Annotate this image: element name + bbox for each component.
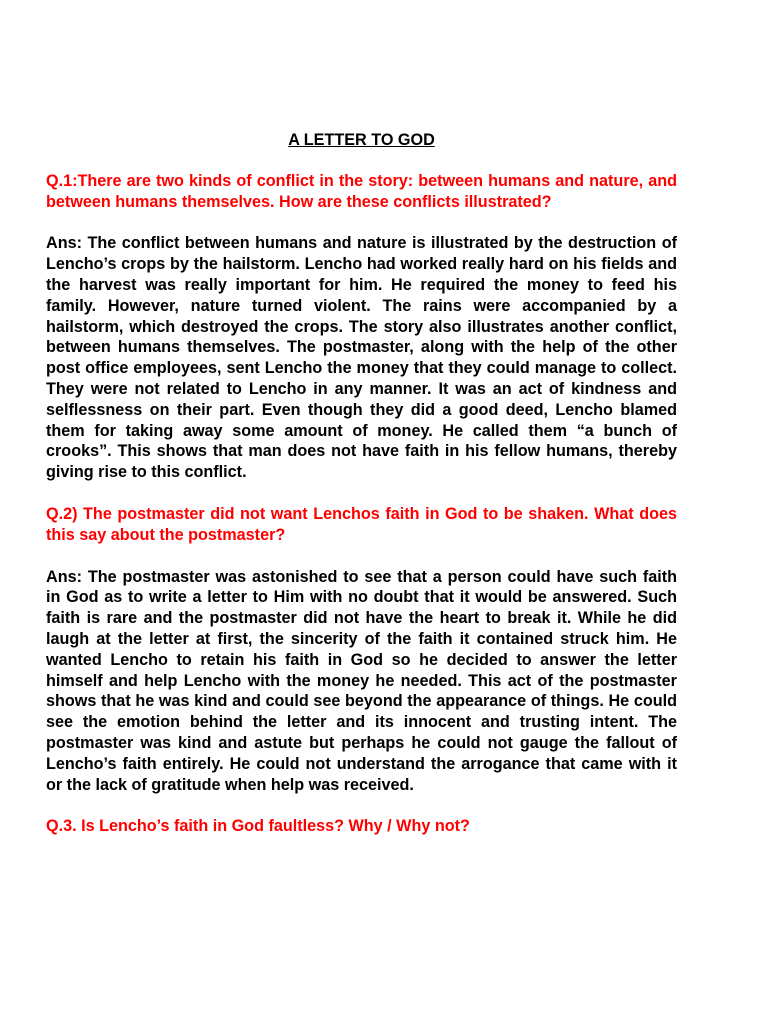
document-title: A LETTER TO GOD [288, 131, 435, 149]
document-body [46, 130, 677, 858]
answer-1: Ans: The conflict between humans and nature is illustrated by the destruction of Lencho’s crops by the hailstorm. Lencho had worked really hard on his fields and the harvest was really important for him. He required the money to feed his family. However, nature turned violent. The rains were accompanied by a hailstorm, which destroyed the crops. The story also illustrates another conflict, between humans themselves. The postmaster, along with the help of the other post office employees, sent Lencho the money that they could manage to collect. They were not related to Lencho in any manner. It was an act of kindness and selflessness on their part. Even though they did a good deed, Lencho blamed them for taking away some amount of money. He called them “a bunch of crooks”. This shows that man does not have faith in his fellow humans, thereby giving rise to this conflict. [46, 234, 677, 482]
question-1: Q.1:There are two kinds of conflict in the story: between humans and nature, and between humans themselves. How are these conflicts illustrated? [46, 171, 677, 211]
question-2: Q.2) The postmaster did not want Lenchos faith in God to be shaken. What does this say about the postmaster? [46, 504, 677, 544]
answer-2: Ans: The postmaster was astonished to see that a person could have such faith in God as to write a letter to Him with no doubt that it would be answered. Such faith is rare and the postmaster did not have the heart to break it. While he did laugh at the letter at first, the sincerity of the faith it contained struck him. He wanted Lencho to retain his faith in God so he decided to answer the letter himself and help Lencho with the money he needed. This act of the postmaster shows that he was kind and could see beyond the appearance of things. He could see the emotion behind the letter and its innocent and trusting intent. The postmaster was kind and astute but perhaps he could not gauge the fallout of Lencho’s faith entirely. He could not understand the arrogance that came with it or the lack of gratitude when help was received. [46, 567, 677, 794]
question-3: Q.3. Is Lencho’s faith in God faultless? Why / Why not? [46, 817, 470, 836]
